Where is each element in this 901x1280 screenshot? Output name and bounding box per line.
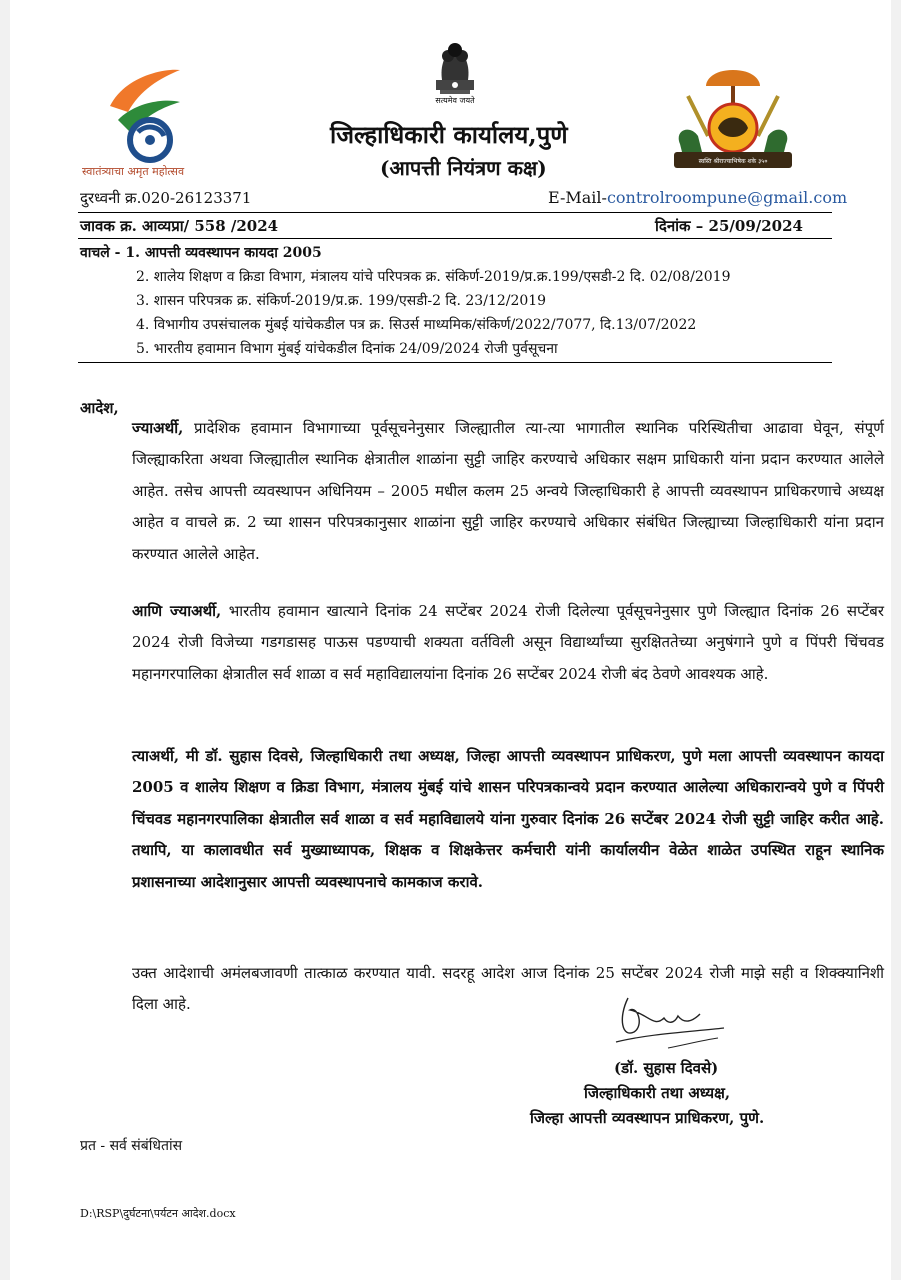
reference-item: 3. शासन परिपत्रक क्र. संकिर्ण-2019/प्र.क्र. 199/एसडी-2 दि. 23/12/2019 [136,293,547,309]
file-path: D:\RSP\दुर्घटना\पर्यटन आदेश.docx [80,1207,236,1220]
paragraph-1 [80,413,884,570]
emblem-motto: सत्यमेव जयते [435,96,475,105]
signatory-title: जिल्हाधिकारी तथा अध्यक्ष, [584,1084,731,1102]
amrit-mahotsav-text: स्वातंत्र्याचा अमृत महोत्सव [82,165,185,178]
document-date: दिनांक – 25/09/2024 [655,217,803,235]
copy-to: प्रत - सर्व संबंधितांस [80,1138,183,1154]
reference-item: 2. शालेय शिक्षण व क्रिडा विभाग, मंत्रालय यांचे परिपत्रक क्र. संकिर्ण-2019/प्र.क्र.199/एसडी-2 दि. 02/08/2019 [136,269,731,285]
signatory-authority: जिल्हा आपत्ती व्यवस्थापन प्राधिकरण, पुणे. [530,1109,765,1127]
ref-divider [78,238,832,239]
signatory-name: (डॉ. सुहास दिवसे) [614,1059,719,1077]
phone-number: दुरध्वनी क्र.020-26123371 [80,189,252,207]
email-link[interactable]: controlroompune@gmail.com [606,188,848,207]
email-contact [548,188,847,207]
references-divider [78,362,832,363]
order-heading: आदेश, [80,399,119,417]
office-title: जिल्हाधिकारी कार्यालय,पुणे [330,120,568,149]
paragraph-1-lead: ज्याअर्थी, [132,419,184,437]
rajyabhishek-logo [668,66,798,178]
signature-image [608,988,728,1058]
paragraph-2-text: भारतीय हवामान खात्याने दिनांक 24 सप्टेंबर 2024 रोजी दिलेल्या पूर्वसूचनेनुसार पुणे जिल्ह्यात दिनांक 26 सप्टेंबर 2024 रोजी विजेच्या गडगडासह पाऊस पडण्याची शक्यता वर्तविली असून विद्यार्थ्यांच्या सुरक्षिततेच्या अनुषंगाने पुणे व पिंपरी चिंचवड महानगरपालिका क्षेत्रातील सर्व शाळा व सर्व महाविद्यालयांना दिनांक 26 सप्टेंबर 2024 रोजी बंद ठेवणे आवश्यक आहे. [132,602,884,683]
document-page [10,0,891,1280]
paragraph-2-lead: आणि ज्याअर्थी, [132,602,222,620]
references-heading: वाचले - 1. आपत्ती व्यवस्थापन कायदा 2005 [80,245,322,261]
reference-item: 5. भारतीय हवामान विभाग मुंबई यांचेकडील दिनांक 24/09/2024 रोजी पुर्वसूचना [136,341,558,357]
header-divider [78,212,832,213]
paragraph-4: उक्त आदेशाची अमंलबजावणी तात्काळ करण्यात यावी. सदरहू आदेश आज दिनांक 25 सप्टेंबर 2024 रोजी माझे सही व शिक्क्यानिशी दिला आहे. [132,964,884,1014]
office-subtitle: (आपत्ती नियंत्रण कक्ष) [380,156,547,180]
paragraph-3: त्याअर्थी, मी डॉ. सुहास दिवसे, जिल्हाधिकारी तथा अध्यक्ष, जिल्हा आपत्ती व्यवस्थापन प्राधिकरण, पुणे मला आपत्ती व्यवस्थापन कायदा 2005 व शालेय शिक्षण व क्रिडा विभाग, मंत्रालय मुंबई यांचे शासन परिपत्रकान्वये प्रदान करण्यात आलेल्या अधिकारान्वये पुणे व पिंपरी चिंचवड महानगरपालिका क्षेत्रातील सर्व शाळा व सर्व महाविद्यालये यांना गुरुवार दिनांक 26 सप्टेंबर 2024 रोजी सुट्टी जाहिर करीत आहे. तथापि, या कालावधीत सर्व मुख्याध्यापक, शिक्षक व शिक्षकेत्तर कर्मचारी यांनी कार्यालयीन वेळेत शाळेत उपस्थित राहून स्थानिक प्रशासनाच्या आदेशानुसार आपत्ती व्यवस्थापनाचे कामकाज करावे. [132,747,884,891]
rajyabhishek-logo-text: स्वस्ति श्रीराज्याभिषेक शके ३५० [698,158,768,165]
email-label: E-Mail- [548,188,607,207]
paragraph-1-text: प्रादेशिक हवामान विभागाच्या पूर्वसूचनेनुसार जिल्ह्यातील त्या-त्या भागातील स्थानिक परिस्थितीचा आढावा घेवून, संपूर्ण जिल्ह्याकरिता अथवा जिल्ह्यातील स्थानिक क्षेत्रातील शाळांना सुट्टी जाहिर करण्याचे अधिकार सक्षम प्राधिकारी यांना प्रदान करण्यात आलेले आहेत. तसेच आपत्ती व्यवस्थापन अधिनियम – 2005 मधील कलम 25 अन्वये जिल्हाधिकारी हे आपत्ती व्यवस्थापन प्राधिकरणाचे अध्यक्ष आहेत व वाचले क्र. 2 च्या शासन परिपत्रकानुसार शाळांना सुट्टी जाहिर करण्याचे अधिकार संबंधित जिल्ह्याच्या जिल्हाधिकारी यांना प्रदान करण्यात आलेले आहेत. [132,419,884,563]
paragraph-2 [80,596,884,690]
outward-reference-number: जावक क्र. आव्यप्रा/ 558 /2024 [80,217,279,235]
reference-item: 4. विभागीय उपसंचालक मुंबई यांचेकडील पत्र क्र. सिउर्स माध्यमिक/संकिर्ण/2022/7077, दि.13/07/2022 [136,317,697,333]
